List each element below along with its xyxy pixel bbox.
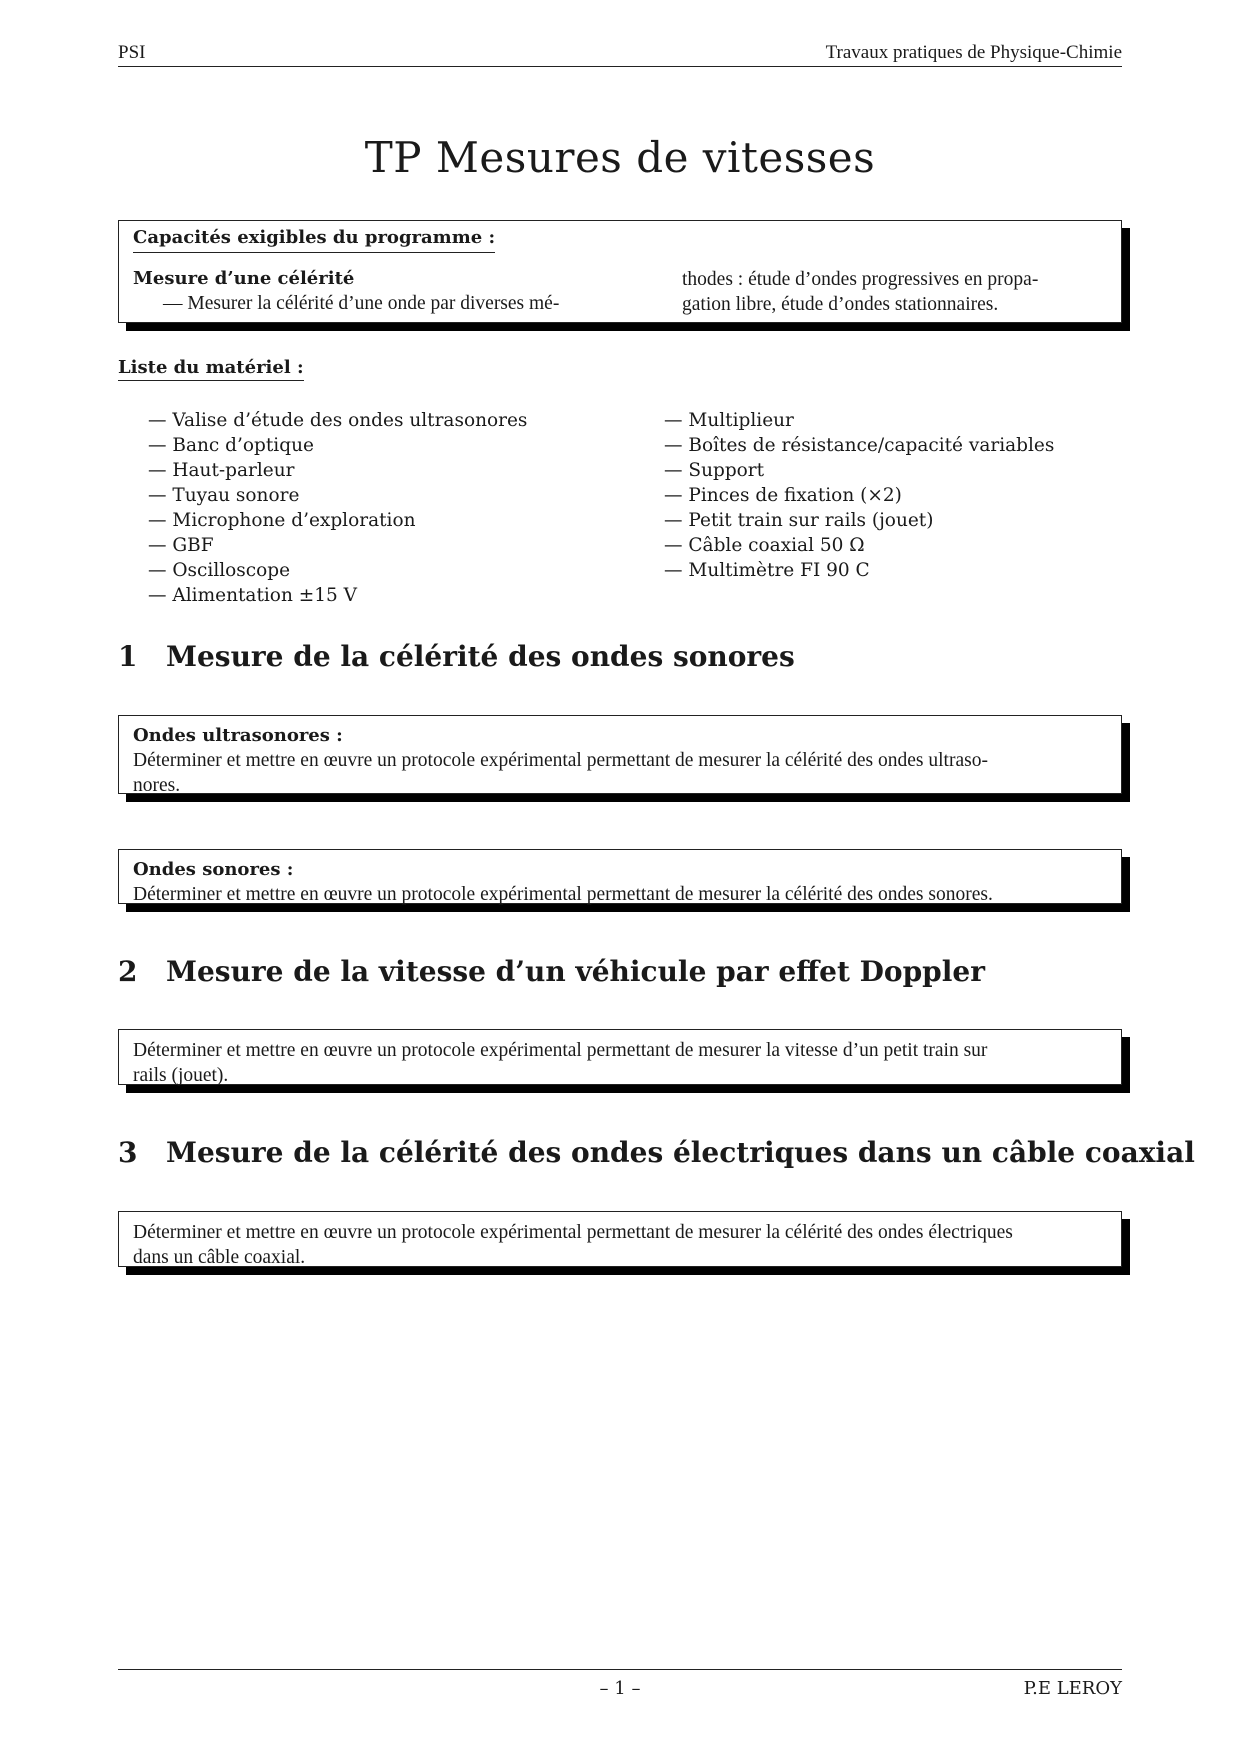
doppler-text-2: rails (jouet).: [133, 1065, 229, 1086]
list-item: — Petit train sur rails (jouet): [664, 508, 1054, 533]
ultrasonores-text-1: Déterminer et mettre en œuvre un protocole expérimental permettant de mesurer la célérité des ondes ultraso-: [133, 750, 988, 771]
capacites-subheading: Mesure d’une célérité: [133, 268, 355, 289]
section-title: Mesure de la vitesse d’un véhicule par effet Doppler: [166, 955, 985, 988]
list-item: — GBF: [148, 533, 527, 558]
section-title: Mesure de la célérité des ondes électriques dans un câble coaxial: [166, 1136, 1195, 1169]
page-header: [118, 40, 1122, 67]
page-number: – 1 –: [599, 1678, 641, 1699]
capacites-heading: Capacités exigibles du programme :: [133, 225, 495, 253]
capacites-item-cont-2: gation libre, étude d’ondes stationnaires.: [682, 294, 999, 315]
materiel-list-left: [148, 408, 527, 608]
header-left: PSI: [118, 42, 146, 63]
footer-author: P.E LEROY: [1023, 1678, 1122, 1699]
list-item: — Valise d’étude des ondes ultrasonores: [148, 408, 527, 433]
section-number: 2: [118, 955, 138, 988]
list-item: — Tuyau sonore: [148, 483, 527, 508]
header-right: Travaux pratiques de Physique-Chimie: [825, 42, 1122, 63]
sonores-heading: Ondes sonores :: [133, 859, 294, 880]
ultrasonores-text-2: nores.: [133, 775, 181, 796]
sonores-text: Déterminer et mettre en œuvre un protocole expérimental permettant de mesurer la célérité des ondes sonores.: [133, 884, 993, 905]
list-item: — Support: [664, 458, 1054, 483]
section-number: 3: [118, 1136, 138, 1169]
section-3-heading: [118, 1136, 1195, 1169]
section-number: 1: [118, 640, 138, 673]
list-item: — Multiplieur: [664, 408, 1054, 433]
sonores-box: [118, 849, 1122, 904]
capacites-box: [118, 220, 1122, 323]
section-2-heading: [118, 955, 985, 988]
list-item: — Alimentation ±15 V: [148, 583, 527, 608]
page-title: TP Mesures de vitesses: [364, 133, 876, 183]
ultrasonores-box: [118, 715, 1122, 794]
list-item: — Boîtes de résistance/capacité variables: [664, 433, 1054, 458]
coaxial-text-1: Déterminer et mettre en œuvre un protocole expérimental permettant de mesurer la célérité des ondes électriques: [133, 1222, 1013, 1243]
coaxial-box: [118, 1211, 1122, 1267]
capacites-item: — Mesurer la célérité d’une onde par diverses mé-: [163, 293, 560, 314]
materiel-heading: Liste du matériel :: [118, 357, 304, 381]
coaxial-text-2: dans un câble coaxial.: [133, 1247, 306, 1268]
doppler-text-1: Déterminer et mettre en œuvre un protocole expérimental permettant de mesurer la vitesse d’un petit train sur: [133, 1040, 988, 1061]
list-item: — Oscilloscope: [148, 558, 527, 583]
list-item: — Pinces de fixation (×2): [664, 483, 1054, 508]
list-item: — Microphone d’exploration: [148, 508, 527, 533]
ultrasonores-heading: Ondes ultrasonores :: [133, 725, 343, 746]
materiel-list-right: [664, 408, 1054, 583]
doppler-box: [118, 1029, 1122, 1085]
list-item: — Multimètre FI 90 C: [664, 558, 1054, 583]
section-title: Mesure de la célérité des ondes sonores: [166, 640, 795, 673]
list-item: — Banc d’optique: [148, 433, 527, 458]
list-item: — Câble coaxial 50 Ω: [664, 533, 1054, 558]
capacites-columns: [133, 267, 1107, 317]
section-1-heading: [118, 640, 795, 673]
list-item: — Haut-parleur: [148, 458, 527, 483]
page-footer: [118, 1669, 1122, 1699]
capacites-item-cont-1: thodes : étude d’ondes progressives en propa-: [682, 269, 1039, 290]
capacites-col-right: [682, 267, 1107, 317]
capacites-col-left: [133, 267, 618, 317]
